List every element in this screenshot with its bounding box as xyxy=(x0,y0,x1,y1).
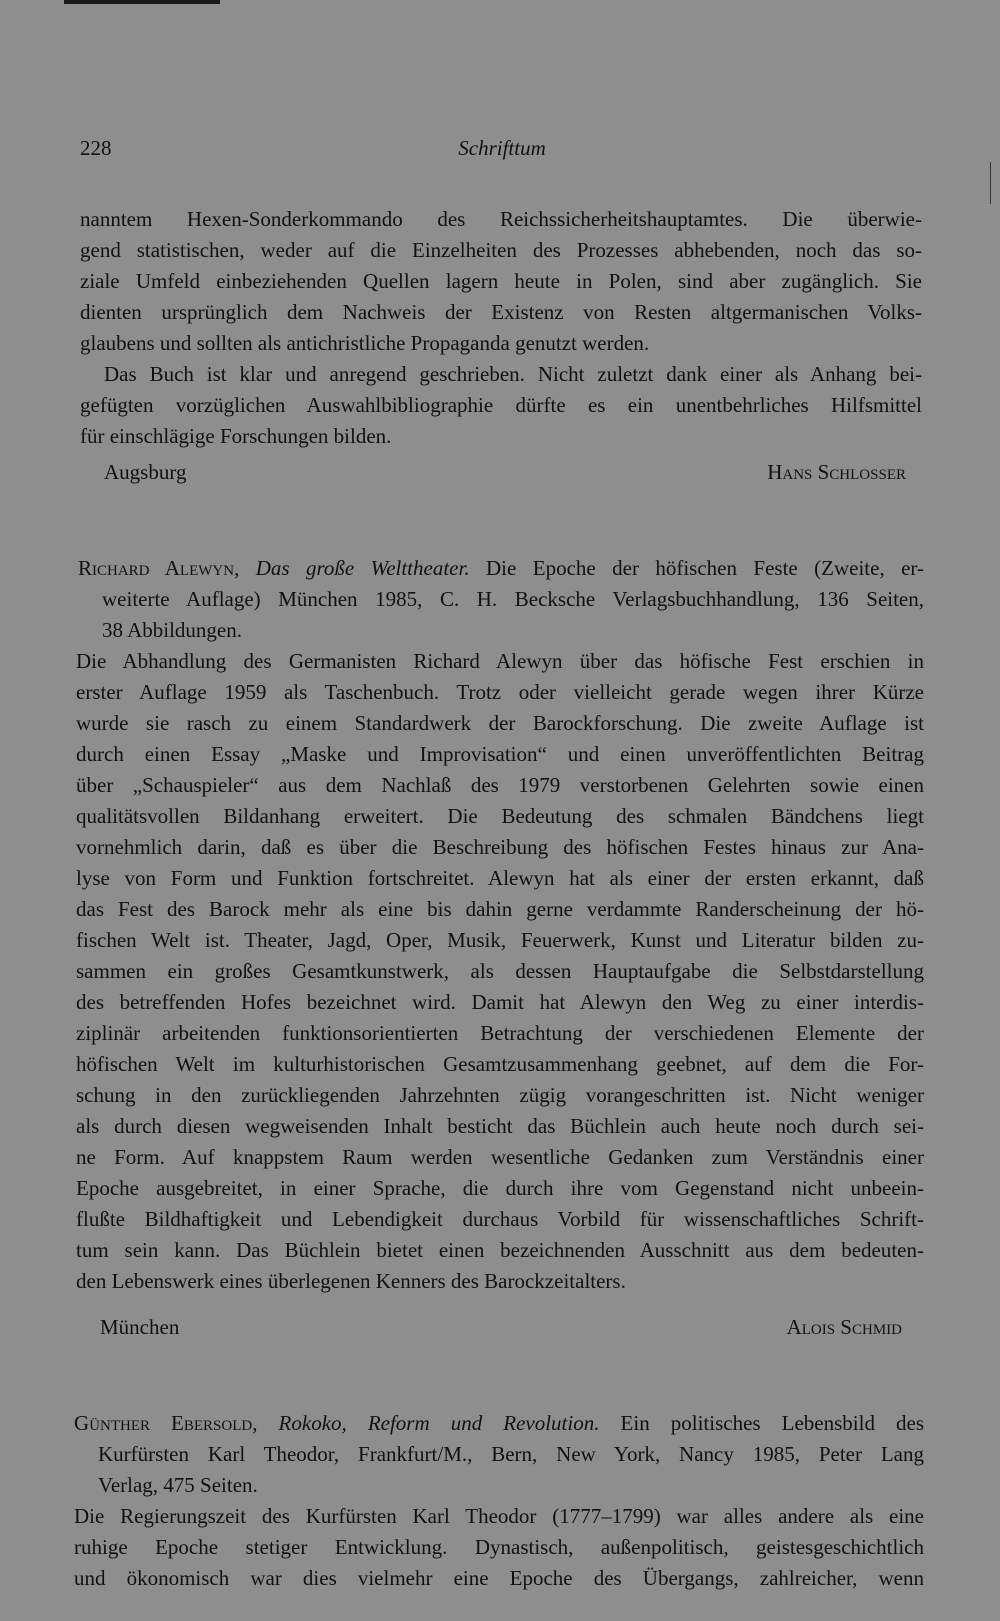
text-line: des betreffenden Hofes bezeichnet wird. Damit hat Alewyn den Weg zu einer interdis- xyxy=(76,990,924,1014)
text-line: schung in den zurückliegenden Jahrzehnten zügig vorangeschritten ist. Nicht weniger xyxy=(76,1083,924,1107)
text-line: gefügten vorzüglichen Auswahlbibliographie dürfte es ein unentbehrliches Hilfsmittel xyxy=(80,393,922,417)
text-line: flußte Bildhaftigkeit und Lebendigkeit durchaus Vorbild für wissenschaftliches Schrift- xyxy=(76,1207,924,1231)
book-title: Das große Welttheater. xyxy=(255,556,470,580)
text-line: erster Auflage 1959 als Taschenbuch. Trotz oder vielleicht gerade wegen ihrer Kürze xyxy=(76,680,924,704)
text-line: das Fest des Barock mehr als eine bis dahin gerne verdammte Randerscheinung der hö- xyxy=(76,897,924,921)
citation-line: 38 Abbildungen. xyxy=(102,618,242,642)
citation-text: Die Epoche der höfischen Feste (Zweite, er- xyxy=(486,556,925,580)
text-line: Die Abhandlung des Germanisten Richard Alewyn über das höfische Fest erschien in xyxy=(76,649,924,673)
citation-line xyxy=(78,553,924,584)
citation-line: Kurfürsten Karl Theodor, Frankfurt/M., Bern, New York, Nancy 1985, Peter Lang xyxy=(98,1442,924,1466)
running-title: Schrifttum xyxy=(458,136,546,160)
book-author: Richard Alewyn, xyxy=(78,556,240,580)
citation-line: Verlag, 475 Seiten. xyxy=(98,1473,258,1497)
review-place: München xyxy=(100,1315,180,1339)
reviewer-name: Hans Schlosser xyxy=(767,460,906,484)
text-line: Das Buch ist klar und anregend geschrieben. Nicht zuletzt dank einer als Anhang bei- xyxy=(104,362,922,386)
text-line: für einschlägige Forschungen bilden. xyxy=(80,424,392,448)
text-line: wurde sie rasch zu einem Standardwerk der Barockforschung. Die zweite Auflage ist xyxy=(76,711,924,735)
text-line: glaubens und sollten als antichristliche Propaganda genutzt werden. xyxy=(80,331,650,355)
text-line: ziale Umfeld einbeziehenden Quellen lagern heute in Polen, sind aber zugänglich. Sie xyxy=(80,269,922,293)
text-line: dienten ursprünglich dem Nachweis der Existenz von Resten altgermanischen Volks- xyxy=(80,300,922,324)
text-line: fischen Welt ist. Theater, Jagd, Oper, Musik, Feuerwerk, Kunst und Literatur bilden zu- xyxy=(76,928,924,952)
review-place: Augsburg xyxy=(104,460,187,484)
text-line: tum sein kann. Das Büchlein bietet einen bezeichnenden Ausschnitt aus dem bedeuten- xyxy=(76,1238,924,1262)
text-line: Epoche ausgebreitet, in einer Sprache, die durch ihre vom Gegenstand nicht unbeein- xyxy=(76,1176,924,1200)
text-line: den Lebenswerk eines überlegenen Kenners des Barockzeitalters. xyxy=(76,1269,626,1293)
text-line: ne Form. Auf knappstem Raum werden wesentliche Gedanken zum Verständnis einer xyxy=(76,1145,924,1169)
scan-edge-mark xyxy=(64,0,220,4)
text-line: gend statistischen, weder auf die Einzelheiten des Prozesses abhebenden, noch das so- xyxy=(80,238,922,262)
citation-text: Ein politisches Lebensbild des xyxy=(620,1411,925,1435)
book-author: Günther Ebersold, xyxy=(74,1411,258,1435)
text-line: Die Regierungszeit des Kurfürsten Karl Theodor (1777–1799) war alles andere als eine xyxy=(74,1504,924,1528)
scan-margin-mark xyxy=(990,162,991,204)
text-line: qualitätsvollen Bildanhang erweitert. Die Bedeutung des schmalen Bändchens liegt xyxy=(76,804,924,828)
text-line: und ökonomisch war dies vielmehr eine Epoche des Übergangs, zahlreicher, wenn xyxy=(74,1566,924,1590)
reviewer-name: Alois Schmid xyxy=(786,1315,902,1339)
text-line: nanntem Hexen-Sonderkommando des Reichssicherheitshauptamtes. Die überwie- xyxy=(80,207,922,231)
text-line: lyse von Form und Funktion fortschreitet. Alewyn hat als einer der ersten erkannt, daß xyxy=(76,866,924,890)
text-line: durch einen Essay „Maske und Improvisation“ und einen unveröffentlichten Beitrag xyxy=(76,742,924,766)
text-line: vornehmlich darin, daß es über die Beschreibung des höfischen Festes hinaus zur Ana- xyxy=(76,835,924,859)
page-header xyxy=(80,136,924,166)
citation-line xyxy=(74,1408,924,1439)
book-title: Rokoko, Reform und Revolution. xyxy=(278,1411,600,1435)
text-line: ruhige Epoche stetiger Entwicklung. Dynastisch, außenpolitisch, geistesgeschichtlich xyxy=(74,1535,924,1559)
text-line: ziplinär arbeitenden funktionsorientierten Betrachtung der verschiedenen Elemente der xyxy=(76,1021,924,1045)
text-line: höfischen Welt im kulturhistorischen Gesamtzusammenhang geebnet, auf dem die For- xyxy=(76,1052,924,1076)
text-line: über „Schauspieler“ aus dem Nachlaß des 1979 verstorbenen Gelehrten sowie einen xyxy=(76,773,924,797)
text-line: als durch diesen wegweisenden Inhalt besticht das Büchlein auch heute noch durch sei- xyxy=(76,1114,924,1138)
text-line: sammen ein großes Gesamtkunstwerk, als dessen Hauptaufgabe die Selbstdarstellung xyxy=(76,959,924,983)
page-number: 228 xyxy=(80,136,112,160)
citation-line: weiterte Auflage) München 1985, C. H. Becksche Verlagsbuchhandlung, 136 Seiten, xyxy=(102,587,924,611)
